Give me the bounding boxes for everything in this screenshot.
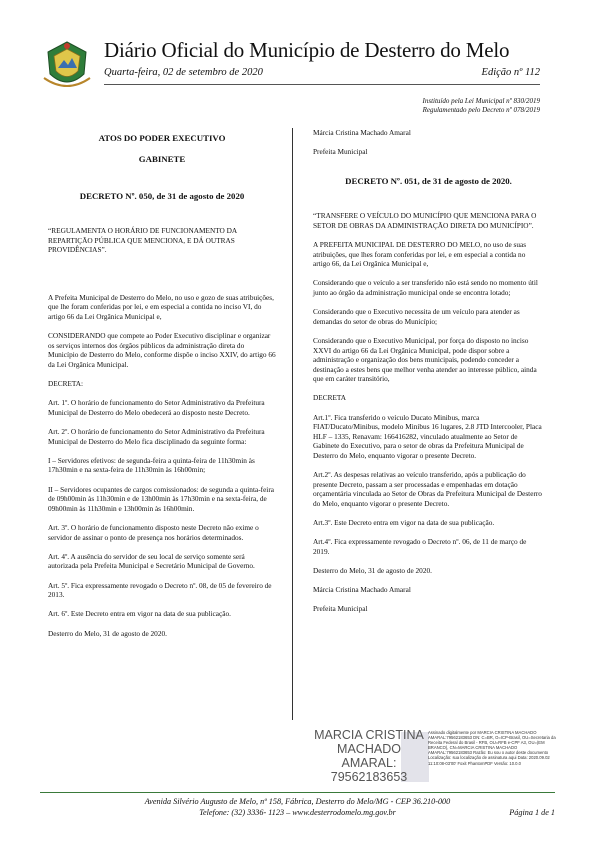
decree-051-art1: Art.1º. Fica transferido o veículo Ducato Minibus, marca FIAT/Ducato/Minibus, modelo Minibus 16 lugares, 2.8 JTD Intercooler, Placa HLF – 1335, Renavam: 166416282, vinculado atualmente ao Setor de Gabinete do Executivo, para o setor de obras da Prefeitura Municipal de Desterro do Melo, enquanto vigorar o presente Decreto.: [313, 412, 542, 461]
footer-rule: [40, 792, 555, 793]
decree-050-art2: Art. 2º. O horário de funcionamento do Setor Administrativo da Prefeitura Municipal de Desterro do Melo fica disciplinado da seguinte forma:: [48, 427, 265, 446]
header-rule: [104, 84, 540, 85]
decree-050-art5: Art. 5º. Fica expressamente revogado o Decreto nº. 08, de 05 de fevereiro de 2013.: [48, 580, 272, 600]
decree-050-art3: Art. 3º. O horário de funcionamento disposto neste Decreto não exime o servidor de assinar o ponto de presença nos horários determinados.: [48, 523, 259, 542]
footer: [0, 797, 595, 818]
footer-contact: Telefone: (32) 3336- 1123 – www.desterrodomelo.mg.gov.br: [199, 807, 396, 817]
decree-050-art1: Art. 1º. O horário de funcionamento do Setor Administrativo da Prefeitura Municipal de Desterro do Melo obedecerá ao disposto neste Decreto.: [48, 398, 265, 417]
subsection-heading: GABINETE: [138, 154, 186, 164]
signer-top-name: Márcia Cristina Machado Amaral: [313, 128, 411, 137]
decree-051-decreta: DECRETA: [313, 393, 347, 403]
decree-051-art2: Art.2º. As despesas relativas ao veículo transferido, após a publicação do presente Decreto, passam a ser processadas e empenhadas em dotação orçamentária vinculada ao Setor de Obras da Prefeitura Municipal de Desterro do Melo, enquanto vigorar o presente Decreto.: [313, 470, 542, 508]
digital-signature-name[interactable]: [313, 728, 425, 784]
decree-050-item2: II – Servidores ocupantes de cargos comissionados: de segunda a quinta-feira de 09h00min às 11h30min e de 13h00min às 17h30min e na sexta-feira, de 09h00min às 11h30min e 13h00min às 16h00min.: [48, 484, 275, 513]
signer-top-role: Prefeita Municipal: [313, 146, 368, 156]
decree-050-art6: Art. 6º. Este Decreto entra em vigor na data de sua publicação.: [48, 609, 231, 619]
decree-051-preamble: A PREFEITA MUNICIPAL DE DESTERRO DO MELO, no uso de suas atribuições, que lhes foram conferidas por lei, e em especial a contida no artigo 66, da Lei Orgânica Municipal e,: [313, 239, 527, 269]
decree-051-ementa: “TRANSFERE O VEÍCULO DO MUNICÍPIO QUE MENCIONA PARA O SETOR DE OBRAS DA ADMINISTRAÇÃO DIRETA DO MUNICÍPIO”.: [313, 211, 537, 230]
decree-050-decreta: DECRETA:: [48, 379, 84, 389]
signature-name-line: AMARAL:: [341, 756, 397, 770]
newspaper-title: Diário Oficial do Município de Desterro do Melo: [104, 38, 510, 62]
publication-date: Quarta-feira, 02 de setembro de 2020: [104, 67, 263, 78]
decree-050-title: DECRETO Nº. 050, de 31 de agosto de 2020: [79, 191, 245, 201]
footer-address: Avenida Silvério Augusto de Melo, nº 158, Fábrica, Desterro do Melo/MG - CEP 36.210-000: [144, 797, 451, 806]
right-column: [313, 128, 544, 623]
column-divider: [292, 128, 293, 720]
signature-name-line: MACHADO: [337, 742, 401, 756]
left-column: [48, 128, 276, 648]
decree-051-art4: Art.4º. Fica expressamente revogado o Decreto nº. 06, de 11 de março de 2019.: [313, 537, 527, 556]
decree-051-signer: Márcia Cristina Machado Amaral: [313, 585, 411, 595]
decree-050-preamble: A Prefeita Municipal de Desterro do Melo, no uso e gozo de suas atribuições, que lhe foram conferidas por lei, e em especial a contida no inciso VI, do artigo 66 da Lei Orgânica Municipal e,: [48, 292, 274, 321]
decree-051-signer-role: Prefeita Municipal: [313, 603, 368, 613]
decree-051-place-date: Desterro do Melo, 31 de agosto de 2020.: [313, 566, 432, 576]
decree-050-ementa: “REGULAMENTA O HORÁRIO DE FUNCIONAMENTO DA REPARTIÇÃO PÚBLICA QUE MENCIONA, E DÁ OUTRAS PROVIDÊNCIAS”.: [48, 226, 237, 255]
decree-051-considering-3: Considerando que o Executivo Municipal, por força do disposto no inciso XXVI do artigo 66 da Lei Orgânica Municipal, pode dispor sobre a administração e organização dos bens municipais, podendo conceder a destinação a estes bens que melhor venha atender ao interesse público, ainda que em caráter transitório,: [313, 335, 537, 384]
edition-number: Edição nº 112: [481, 67, 540, 78]
signature-cpf: 79562183653: [330, 770, 408, 784]
decree-050-place-date: Desterro do Melo, 31 de agosto de 2020.: [48, 628, 167, 638]
decree-050-art4: Art. 4º. A ausência do servidor de seu local de serviço somente será autorizada pela Prefeita Municipal e Secretário Municipal de Governo.: [48, 551, 255, 571]
section-heading: ATOS DO PODER EXECUTIVO: [98, 133, 226, 143]
instituted-by: Instituído pela Lei Municipal nº 830/2019: [422, 97, 540, 105]
digital-signature-details: Assinado digitalmente por MARCIA CRISTINA MACHADO AMARAL:79562183653 DN: C=BR, O=ICP-Brasil, OU=Secretaria da Receita Federal do Brasil - RFB, OU=RFB e-CPF A3, OU=(EM BRANCO), CN=MARCIA CRISTINA MACHADO AMARAL:79562183653 Razão: Eu sou o autor deste documento Localização: sua localização de assinatura aqui Data: 2020.09.02 11:10:08-03'00' Foxit PhantomPDF Versão: 10.0.0: [428, 730, 556, 766]
decree-051-considering-1: Considerando que o veículo a ser transferido não está sendo no momento útil junto ao órgão da administração municipal onde se encontra lotado;: [313, 278, 538, 297]
page-number: Página 1 de 1: [509, 808, 555, 817]
decree-050-considerando: CONSIDERANDO que compete ao Poder Executivo disciplinar e organizar os serviços internos dos órgãos públicos da administração direta do Município de Desterro do Melo, conforme dispõe o inciso XXIV, do artigo 66 da Lei Orgânica Municipal.: [48, 331, 276, 369]
decree-051-art3: Art.3º. Este Decreto entra em vigor na data de sua publicação.: [313, 518, 495, 528]
regulated-by: Regulamentado pelo Decreto nº 078/2019: [422, 106, 540, 114]
coat-of-arms-icon: [40, 38, 94, 92]
decree-051-title: DECRETO Nº. 051, de 31 de agosto de 2020.: [345, 176, 512, 187]
decree-051-considering-2: Considerando que o Executivo necessita de um veículo para atender as demandas do setor de obras do Município;: [313, 307, 520, 326]
signature-name-line: MARCIA CRISTINA: [314, 728, 424, 742]
decree-050-item1: I – Servidores efetivos: de segunda-feira a quinta-feira de 11h30min às 17h30min e na sexta-feira de 11h30min às 16h00min;: [48, 455, 255, 475]
